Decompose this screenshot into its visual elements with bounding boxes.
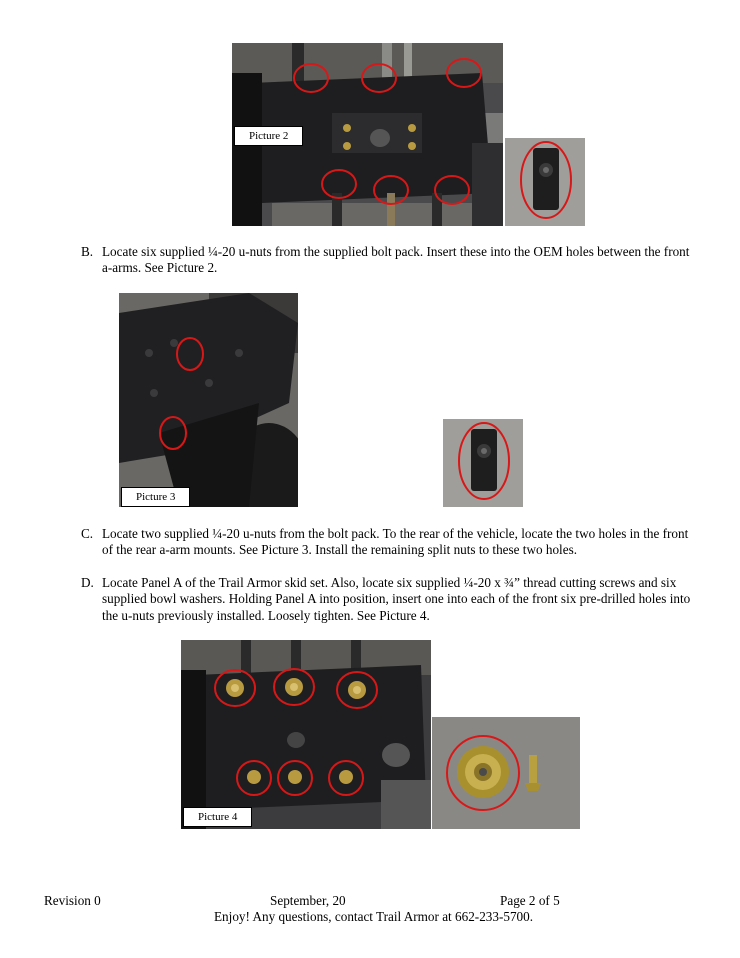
footer-revision: Revision 0 <box>44 893 101 908</box>
step-b-text: Locate six supplied ¼-20 u-nuts from the supplied bolt pack. Insert these into the OEM holes between the front a-arms. See Picture 2. <box>102 244 690 276</box>
step-c-text: Locate two supplied ¼-20 u-nuts from the bolt pack. To the rear of the vehicle, locate the two holes in the front of the rear a-arm mounts. See Picture 3. Install the remaining split nuts to these two holes. <box>102 526 689 558</box>
step-c-letter: C. <box>81 526 94 541</box>
picture-3-photo <box>119 293 298 507</box>
footer-date: September, 20 <box>270 893 346 908</box>
picture-2-unut-closeup <box>505 138 585 226</box>
picture-4-photo <box>181 640 431 829</box>
picture-2-label: Picture 2 <box>234 126 303 146</box>
picture-3-unut-closeup <box>443 419 523 507</box>
picture-4-washer-closeup <box>432 717 580 829</box>
step-d-letter: D. <box>81 575 94 590</box>
step-b-letter: B. <box>81 244 94 259</box>
picture-3-label: Picture 3 <box>121 487 190 507</box>
picture-4-label: Picture 4 <box>183 807 252 827</box>
footer-contact: Enjoy! Any questions, contact Trail Armor at 662-233-5700. <box>214 909 534 924</box>
step-d-text: Locate Panel A of the Trail Armor skid set. Also, locate six supplied ¼-20 x ¾” thread cutting screws and six supplied bowl washers. Holding Panel A into position, insert one into each of the front six pre-drilled holes into the u-nuts previously installed. Loosely tighten. See Picture 4. <box>102 575 691 623</box>
footer-page-number: Page 2 of 5 <box>500 893 560 908</box>
